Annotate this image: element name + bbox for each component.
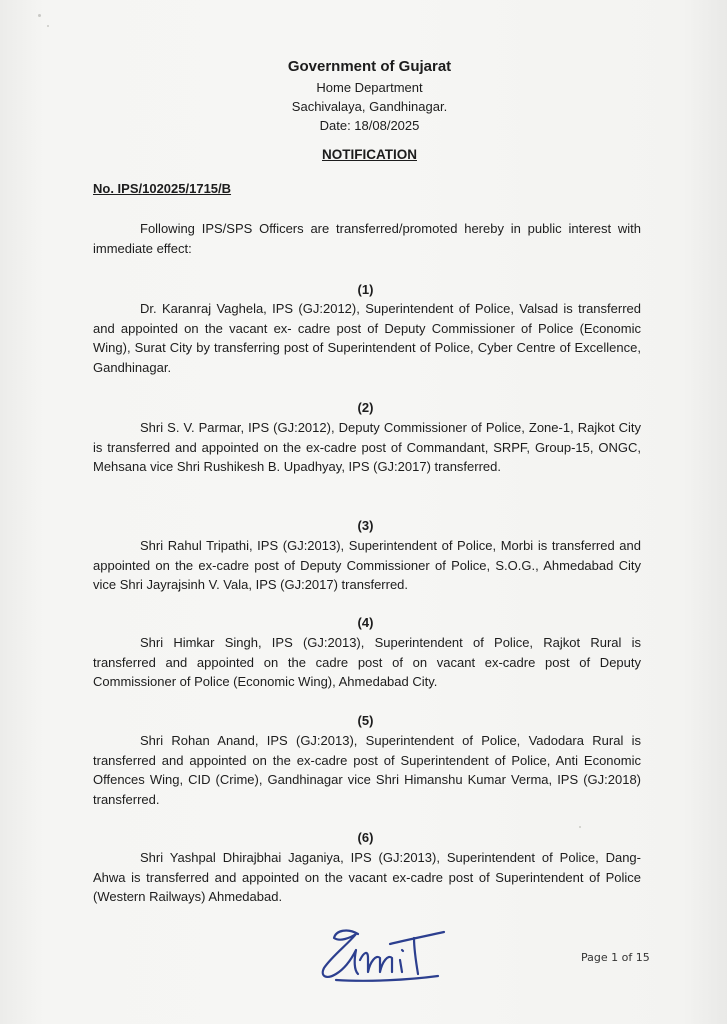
paper-speck: [38, 14, 41, 17]
handwritten-signature: [318, 920, 448, 990]
government-title: Government of Gujarat: [287, 58, 452, 75]
transfer-paragraph: [93, 848, 641, 907]
transfer-paragraph: [93, 418, 641, 477]
transfer-paragraph: [93, 536, 641, 595]
transfer-text: Shri Himkar Singh, IPS (GJ:2013), Superintendent of Police, Rajkot Rural is transferred and appointed on the cadre post of on vacant ex-cadre post of Deputy Commissioner of Police (Economic Wing), Ahmedabad City.: [93, 635, 641, 690]
reference-number: No. IPS/102025/1715/B: [93, 181, 232, 196]
notification-date: Date: 18/08/2025: [319, 118, 420, 133]
notification-heading: NOTIFICATION: [322, 147, 417, 162]
transfer-paragraph: [93, 633, 641, 692]
transfer-text: Shri S. V. Parmar, IPS (GJ:2012), Deputy Commissioner of Police, Zone-1, Rajkot City is transferred and appointed on the ex-cadre post of Commandant, SRPF, Group-15, ONGC, Mehsana vice Shri Rushikesh B. Upadhyay, IPS (GJ:2017) transferred.: [93, 420, 641, 475]
item-number: (2): [357, 400, 374, 415]
department-name: Home Department: [316, 80, 423, 95]
paper-speck: [47, 25, 49, 27]
intro-text: Following IPS/SPS Officers are transferred/promoted hereby in public interest with immediate effect:: [93, 221, 641, 256]
paper-speck: [579, 826, 581, 828]
transfer-text: Shri Yashpal Dhirajbhai Jaganiya, IPS (GJ:2013), Superintendent of Police, Dang-Ahwa is transferred and appointed on the vacant ex-cadre post of Superintendent of Police (Western Railways) Ahmedabad.: [93, 850, 641, 905]
item-number: (4): [357, 615, 374, 630]
transfer-text: Shri Rahul Tripathi, IPS (GJ:2013), Superintendent of Police, Morbi is transferred and appointed on the ex-cadre post of Deputy Commissioner of Police, S.O.G., Ahmedabad City vice Shri Jayrajsinh V. Vala, IPS (GJ:2017) transferred.: [93, 538, 641, 593]
item-number: (3): [357, 518, 374, 533]
page-number: Page 1 of 15: [581, 951, 650, 964]
item-number: (6): [357, 830, 374, 845]
department-address: Sachivalaya, Gandhinagar.: [291, 99, 448, 114]
transfer-paragraph: [93, 731, 641, 809]
transfer-paragraph: [93, 299, 641, 377]
item-number: (1): [357, 282, 374, 297]
transfer-text: Dr. Karanraj Vaghela, IPS (GJ:2012), Superintendent of Police, Valsad is transferred and appointed on the vacant ex- cadre post of Deputy Commissioner of Police (Economic Wing), Surat City by transferring post of Superintendent of Police, Cyber Centre of Excellence, Gandhinagar.: [93, 301, 641, 375]
transfer-text: Shri Rohan Anand, IPS (GJ:2013), Superintendent of Police, Vadodara Rural is transferred and appointed on the ex-cadre post of Superintendent of Police, Anti Economic Offences Wing, CID (Crime), Gandhinagar vice Shri Himanshu Kumar Verma, IPS (GJ:2018) transferred.: [93, 733, 641, 807]
intro-paragraph: [93, 219, 641, 258]
item-number: (5): [357, 713, 374, 728]
